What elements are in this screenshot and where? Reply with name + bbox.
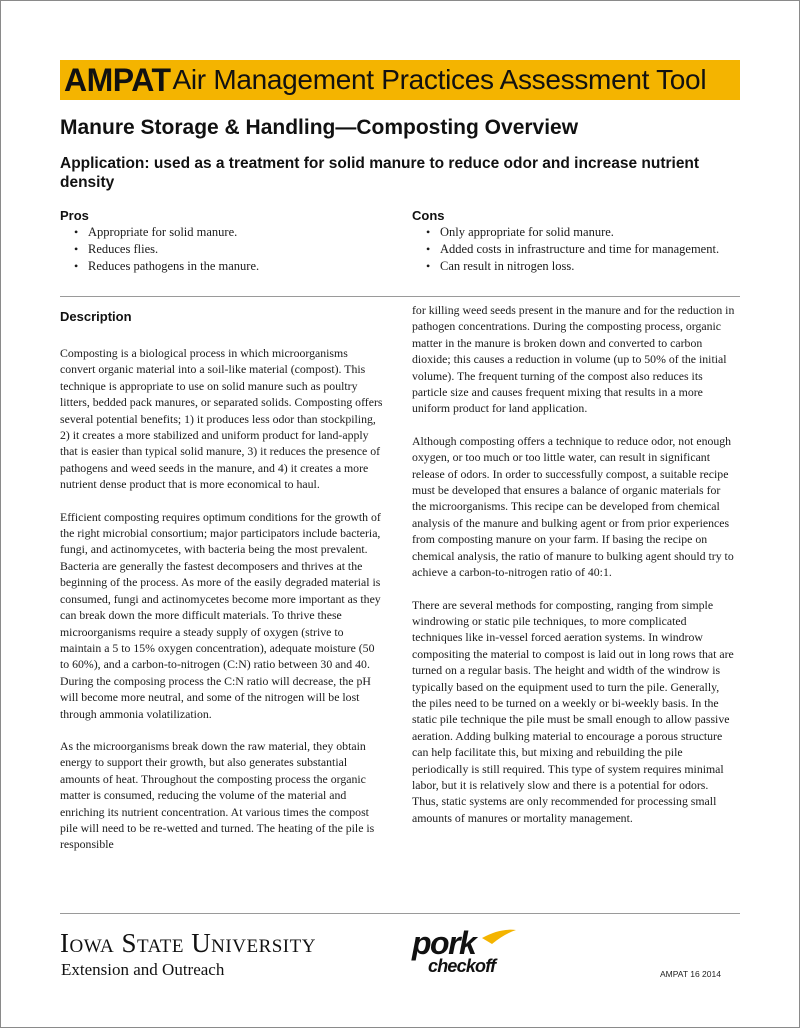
cons-item: • Can result in nitrogen loss.: [422, 258, 719, 275]
pros-item: • Appropriate for solid manure.: [70, 224, 259, 241]
pros-list: [70, 224, 259, 275]
extension-wordmark: Extension and Outreach: [61, 960, 225, 979]
pros-item: • Reduces pathogens in the manure.: [70, 258, 259, 275]
page-subtitle: Application: used as a treatment for solid manure to reduce odor and increase nutrient density: [60, 155, 700, 191]
pork-checkoff-logo: [412, 926, 522, 982]
checkoff-wordmark: checkoff: [428, 956, 496, 976]
cons-item: • Added costs in infrastructure and time for management.: [422, 241, 719, 258]
brand-name: AMPAT: [64, 61, 171, 98]
header-banner: [60, 60, 740, 100]
page-title: Manure Storage & Handling—Composting Overview: [60, 116, 579, 139]
paragraph: Efficient composting requires optimum conditions for the growth of the right microbial consortium; major participators include bacteria, fungi, and actinomycetes, with bacteria being the most prevalent. Bacteria are generally the fastest decomposers and thrives at the beginning of the process. As more of the easily degraded material is consumed, fungi and actinomycetes become more important as they can break down the more difficult materials. To thrive these microorganisms require a steady supply of oxygen (strive to maintain a 5 to 15% oxygen concentration), adequate moisture (50 to 60%), and a carbon-to-nitrogen (C:N) ratio between 30 and 40. During the composing process the C:N ratio will decrease, the pH will become more neutral, and some of the nitrogen will be lost through ammonia volatilization.: [60, 509, 381, 721]
cons-list: [422, 224, 719, 275]
description-heading: Description: [60, 309, 132, 324]
paragraph: Although composting offers a technique to reduce odor, not enough oxygen, or too much or too little water, can result in significant release of odors. In order to successfully compost, a suitable recipe must be developed that ensures a balance of organic materials for the microorganisms. This recipe can be developed from chemical analysis of the manure and bulking agent or from prior experiences from composting manure on your farm. If basing the recipe on chemical analysis, the ratio of manure to bulking agent should try to achieve a carbon-to-nitrogen ratio of 40:1.: [412, 433, 734, 580]
paragraph: for killing weed seeds present in the manure and for the reduction in pathogen concentrations. During the composting process, organic matter in the manure is broken down and converted to carbon dioxide; this causes a reduction in volume (up to 50% of the initial volume). The frequent turning of the compost also reduces its particle size and causes frequent mixing that results in a more uniform product for land application.: [412, 303, 735, 416]
document-code: AMPAT 16 2014: [660, 969, 721, 979]
paragraph: There are several methods for composting, ranging from simple windrowing or static pile techniques, to more complicated techniques like in-vessel forced aeration systems. In windrow compositing the material to compost is laid out in long rows that are turned on a regular basis. The height and width of the windrow is typically based on the equipment used to turn the pile. Generally, the piles need to be turned on a weekly or bi-weekly basis. In the static pile technique the pile must be small enough to allow passive aeration. Adding bulking material to encourage a porous structure can help facilitate this, but mixing and rebuilding the pile periodically is still required. This type of system requires minimal labor, but it is relatively slow and there is a potential for odors. Thus, static systems are only recommended for processing small amounts of manures or mortality management.: [412, 597, 734, 825]
cons-heading: Cons: [412, 208, 445, 223]
section-divider: [60, 296, 740, 297]
description-right-column: [412, 302, 735, 842]
paragraph: Composting is a biological process in which microorganisms convert organic material into a soil-like material (compost). This technique is appropriate to use on solid manure such as poultry litters, bedded pack manures, or separated solids. Composting offers several potential benefits; 1) it produces less odor than stockpiling, 2) it creates a more stabilized and uniform product for land-apply that is easier than typical solid manure, 3) it reduces the presence of pathogens and weed seeds in the manure, and 4) it creates a more nutrient dense product that is more economical to haul.: [60, 346, 383, 492]
pork-wordmark: pork: [412, 925, 476, 961]
paragraph: As the microorganisms break down the raw material, they obtain energy to support their growth, but also generates substantial amounts of heat. Throughout the composting process the organic matter is consumed, reducing the volume of the material and enriching its nutrient concentration. At various times the compost pile will need to be re-wetted and turned. The heating of the pile is responsible: [60, 738, 375, 852]
cons-item: • Only appropriate for solid manure.: [422, 224, 719, 241]
footer-divider: [60, 913, 740, 914]
pros-heading: Pros: [60, 208, 89, 223]
pros-item: • Reduces flies.: [70, 241, 259, 258]
university-wordmark: Iowa State University: [60, 928, 316, 958]
tool-name: Air Management Practices Assessment Tool: [172, 64, 707, 95]
description-left-column: [60, 345, 383, 869]
